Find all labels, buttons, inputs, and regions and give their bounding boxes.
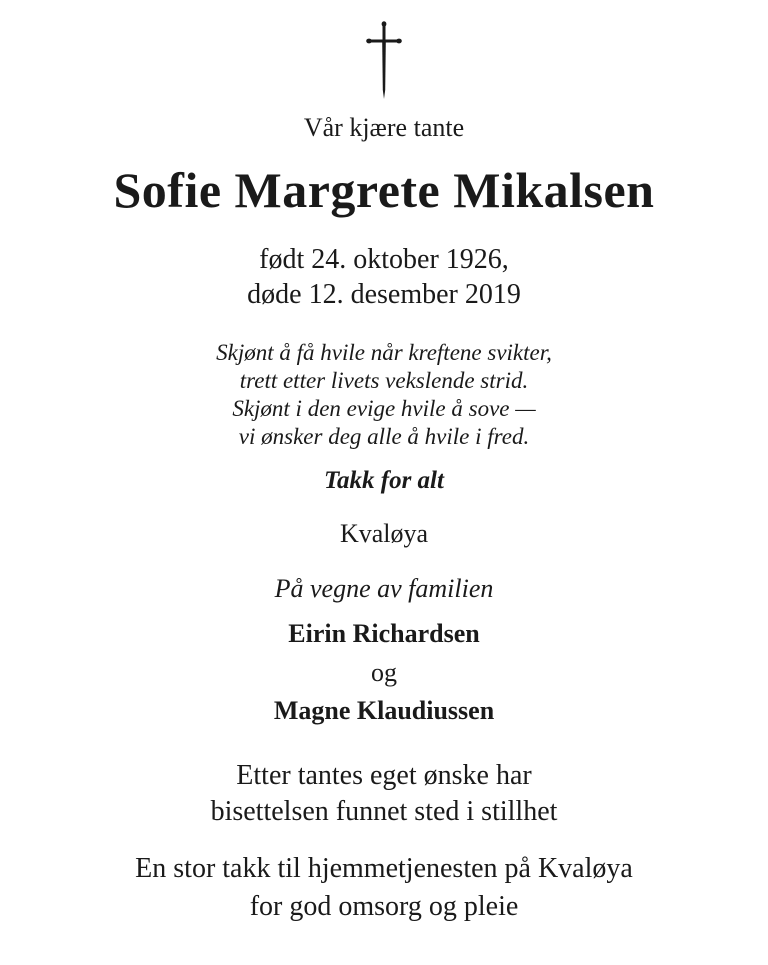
signer-name: Eirin Richardsen (288, 619, 480, 648)
deceased-name: Sofie Margrete Mikalsen (113, 162, 655, 218)
birth-date: født 24. oktober 1926, (259, 244, 509, 275)
cross-icon (364, 20, 404, 100)
acknowledgement-line: for god omsorg og pleie (249, 891, 519, 922)
funeral-info-line: bisettelsen funnet sted i stillhet (210, 796, 558, 827)
on-behalf-of-family: På vegne av familien (274, 574, 494, 603)
intro-text: Vår kjære tante (303, 113, 465, 142)
poem-line: vi ønsker deg alle å hvile i fred. (238, 424, 530, 449)
funeral-info-line: Etter tantes eget ønske har (236, 760, 532, 791)
place-name: Kvaløya (339, 519, 429, 548)
death-date: døde 12. desember 2019 (247, 279, 521, 310)
conjunction: og (371, 658, 397, 687)
thanks-for-all: Takk for alt (324, 467, 444, 494)
acknowledgement-line: En stor takk til hjemmetjenesten på Kvaløya (135, 853, 633, 884)
poem-line: trett etter livets vekslende strid. (239, 368, 529, 393)
poem-line: Skjønt å få hvile når kreftene svikter, (216, 340, 552, 365)
signer-name: Magne Klaudiussen (273, 696, 495, 725)
poem-line: Skjønt i den evige hvile å sove — (232, 396, 536, 421)
